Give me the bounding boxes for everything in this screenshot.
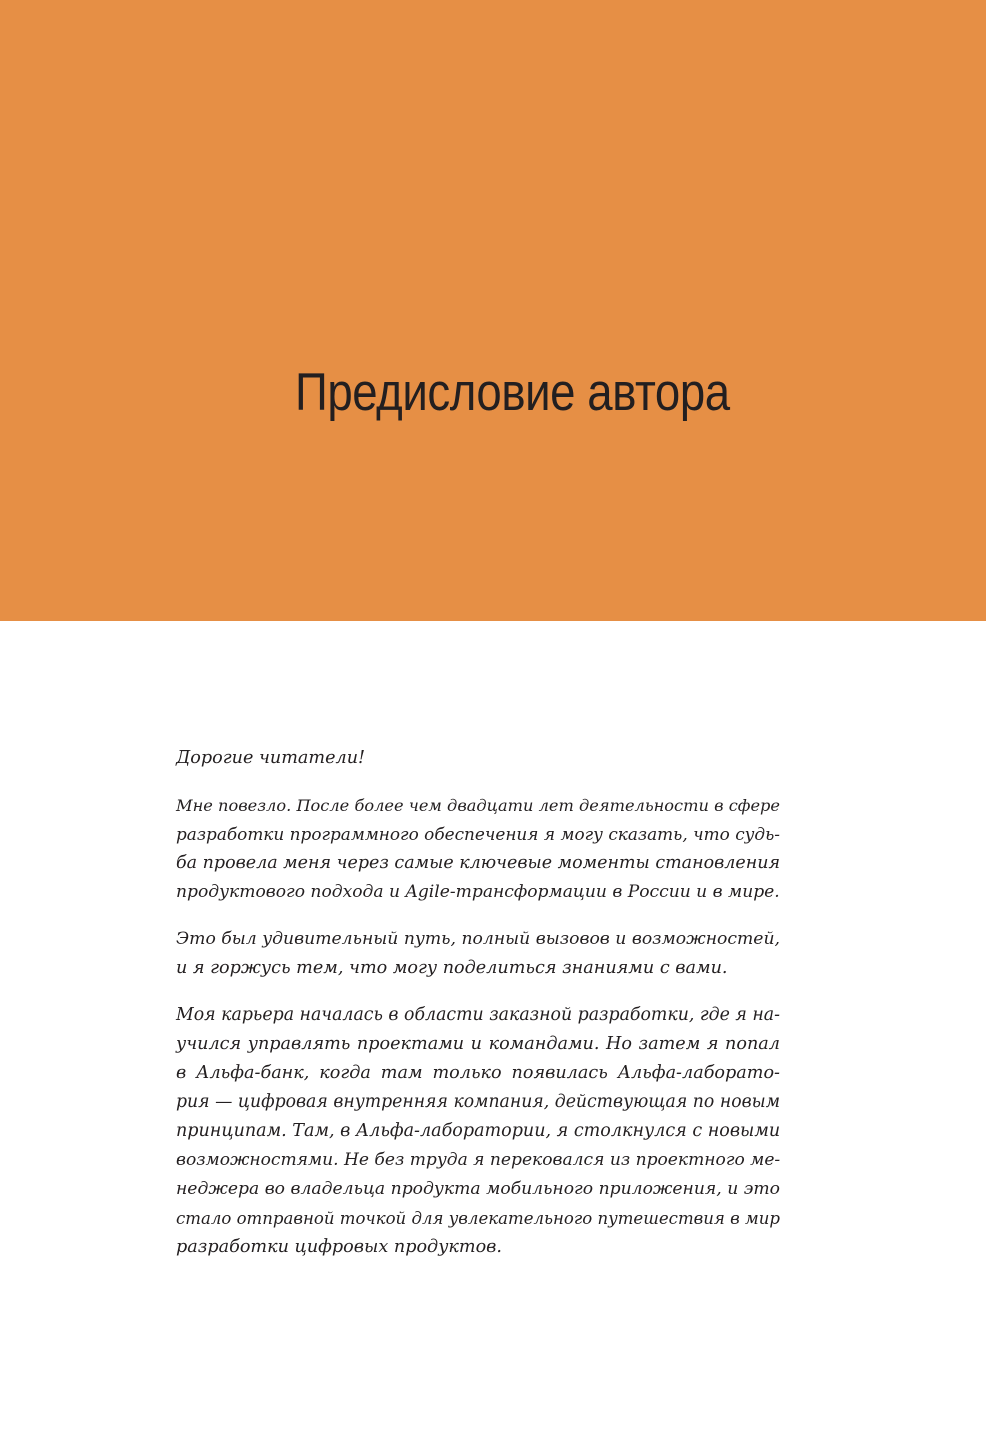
text-line: рия — цифровая внутренняя компания, действующая по новым [176,1092,780,1112]
text-line: разработки цифровых продуктов. [176,1237,503,1257]
text-line: учился управлять проектами и командами. Но затем я попал [176,1034,780,1054]
text-line: ба провела меня через самые ключевые моменты становления [176,853,781,873]
text-line: Моя карьера началась в области заказной разработки, где я на- [176,1005,780,1025]
text-line: Это был удивительный путь, полный вызовов и возможностей, [176,929,780,949]
paragraph-3 [176,1001,780,1262]
text-line: продуктового подхода и Agile-трансформации в России и в мире. [176,882,780,902]
chapter-title: Предисловие автора [295,363,730,422]
text-line: принципам. Там, в Альфа-лаборатории, я столкнулся с новыми [176,1121,781,1141]
text-line: стало отправной точкой для увлекательного путешествия в мир [176,1209,781,1228]
text-line: Дорогие читатели! [176,748,366,768]
preface-body [176,744,780,1280]
text-line: и я горжусь тем, что могу поделиться знаниями с вами. [176,958,728,978]
chapter-header-band [0,0,986,621]
text-line: в Альфа-банк, когда там только появилась Альфа-лаборато- [176,1063,780,1083]
paragraph-2 [176,925,780,983]
text-line: разработки программного обеспечения я могу сказать, что судь- [176,824,780,844]
greeting [176,744,780,773]
text-line: Мне повезло. После более чем двадцати лет деятельности в сфере [176,796,780,815]
text-line: возможностями. Не без труда я перековался из проектного ме- [176,1150,781,1170]
text-line: неджера во владельца продукта мобильного приложения, и это [176,1179,780,1199]
paragraph-1 [176,791,780,907]
